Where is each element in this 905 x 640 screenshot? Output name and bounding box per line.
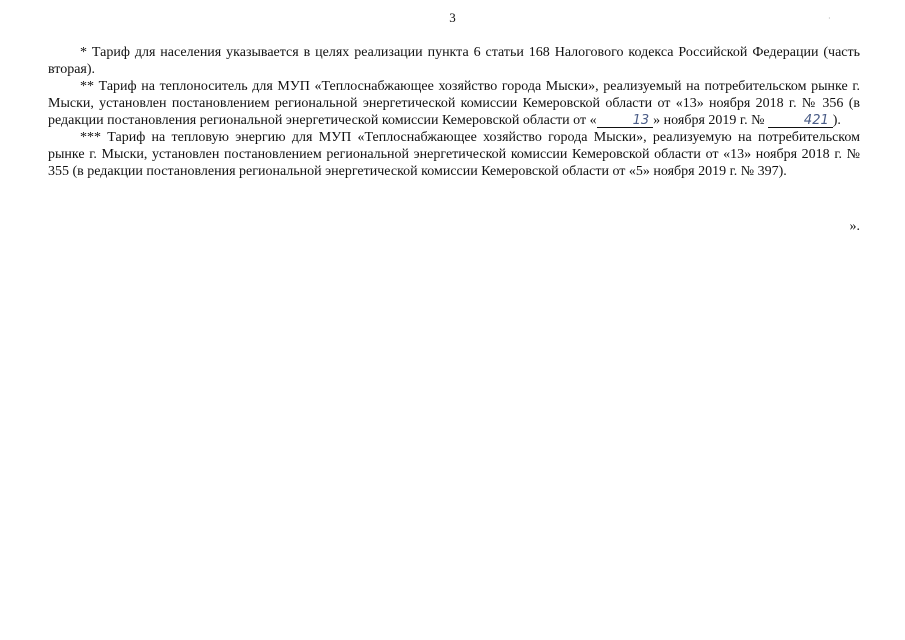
closing-quote: ». — [849, 219, 860, 234]
footnote-heat-carrier-tariff — [48, 78, 860, 129]
corner-mark: · — [828, 14, 831, 23]
handwritten-resolution-number: 421 — [768, 114, 833, 128]
footnote-text-after: ). — [832, 113, 841, 128]
footnote-text-before: ** Тариф на теплоноситель для МУП «Теплоснабжающее хозяйство города Мыски», реализуемый на потребительском рынке г. Мыски, установлен постановлением региональной энергетической комиссии Кемеровской области от «13» ноября 2018 г. № 356 (в редакции постановления региональной энергетической комиссии Кемеровской области от « — [48, 79, 860, 128]
footnote-text-middle: » ноября 2019 г. № — [653, 113, 768, 128]
footnote-population-tariff: * Тариф для населения указывается в целях реализации пункта 6 статьи 168 Налогового кодекса Российской Федерации (часть вторая). — [48, 45, 860, 77]
footnotes — [48, 44, 860, 180]
page-number: 3 — [449, 10, 456, 25]
handwritten-day: 13 — [597, 114, 654, 128]
footnote-heat-energy-tariff: *** Тариф на тепловую энергию для МУП «Теплоснабжающее хозяйство города Мыски», реализуемую на потребительском рынке г. Мыски, установлен постановлением региональной энергетической комиссии Кемеровской области от «13» ноября 2018 г. № 355 (в редакции постановления региональной энергетической комиссии Кемеровской области от «5» ноября 2019 г. № 397). — [48, 130, 860, 179]
